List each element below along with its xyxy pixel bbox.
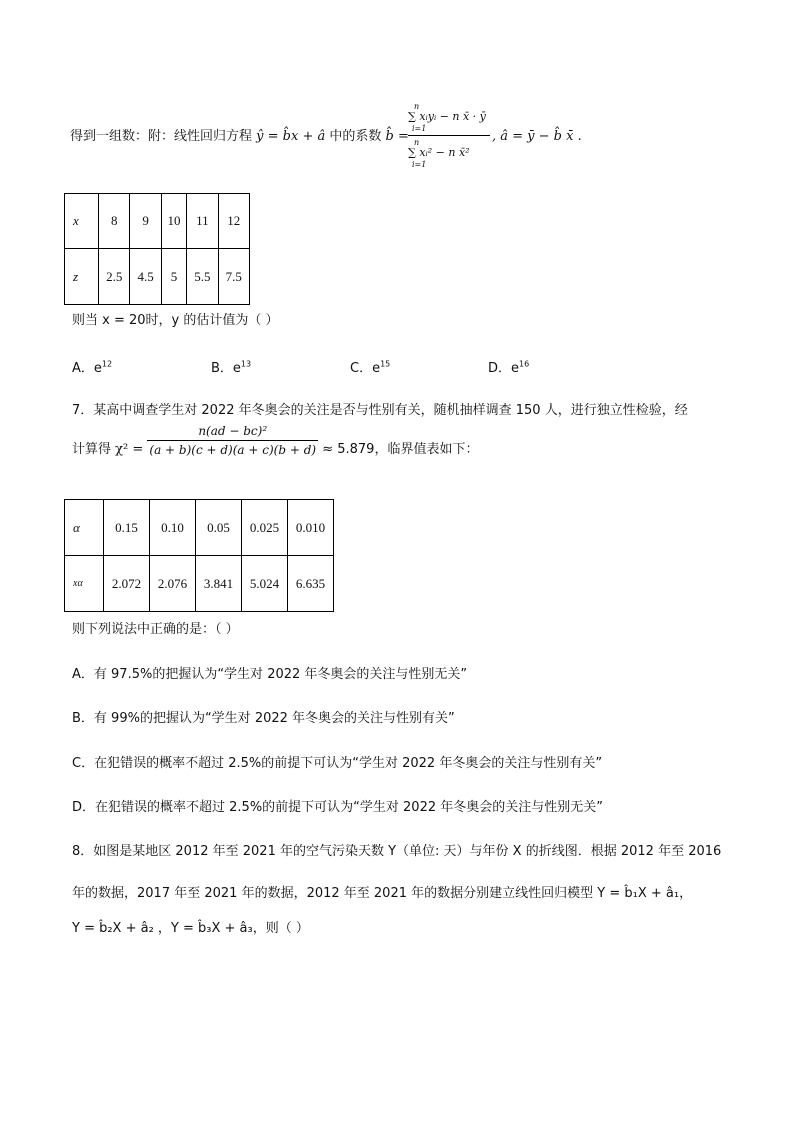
table-cell: 3.841	[196, 556, 242, 612]
q7-option-d[interactable]: D．在犯错误的概率不超过 2.5%的前提下可认为“学生对 2022 年冬奥会的关注与性别无关”	[72, 800, 603, 815]
option-label: D．e	[488, 361, 520, 376]
q6-formula-line	[70, 128, 409, 146]
q7-chi-fraction	[147, 422, 318, 459]
table-cell: 2.5	[99, 249, 130, 305]
q6-fraction-bar	[408, 135, 490, 136]
table-cell: 0.010	[288, 500, 334, 556]
q6-mid-text: 中的系数	[329, 129, 382, 144]
table-cell: 11	[187, 194, 218, 249]
option-exponent: 16	[519, 359, 530, 369]
q6-sum-bot-n: n	[414, 138, 420, 147]
option-exponent: 13	[240, 359, 252, 369]
q6-sum-bot-expr: ∑ xᵢ² − n x̄²	[408, 146, 470, 159]
q7-frac-denominator: (a + b)(c + d)(a + c)(b + d)	[149, 443, 317, 457]
option-exponent: 15	[380, 359, 391, 369]
table-cell: xα	[65, 556, 104, 612]
option-label: C．e	[350, 361, 381, 376]
q6-sum-top-n: n	[414, 102, 420, 111]
q7-question: 则下列说法中正确的是：（ ）	[72, 622, 239, 637]
q6-option-d[interactable]	[488, 357, 529, 376]
q8-line2: 年的数据，2017 年至 2021 年的数据，2012 年至 2021 年的数据分别建立线性回归模型 Y = b̂₁X + â₁，	[72, 886, 693, 901]
q6-data-table	[64, 193, 250, 305]
table-row	[65, 194, 250, 249]
q6-sum-top-expr: ∑ xᵢyᵢ − n x̄ · ȳ	[408, 110, 486, 123]
table-cell: 9	[130, 194, 161, 249]
q8-line1: 8．如图是某地区 2012 年至 2021 年的空气污染天数 Y（单位: 天）与年份 X 的折线图．根据 2012 年至 2016	[72, 844, 722, 859]
q7-calc-suffix: ≈ 5.879，临界值表如下：	[322, 442, 479, 457]
option-exponent: 12	[101, 359, 113, 369]
table-cell: 4.5	[130, 249, 161, 305]
q6-question: 则当 x = 20时，y 的估计值为（ ）	[72, 313, 279, 328]
table-cell: 7.5	[218, 249, 249, 305]
q6-regression-equation: ŷ = b̂x + â	[256, 129, 326, 144]
q7-frac-numerator: n(ad − bc)²	[147, 422, 318, 441]
table-row	[65, 249, 250, 305]
q7-critical-table	[64, 499, 334, 612]
table-cell: 10	[161, 194, 186, 249]
option-label: B．e	[211, 361, 241, 376]
table-cell: 0.025	[242, 500, 288, 556]
table-cell: 0.05	[196, 500, 242, 556]
q6-option-c[interactable]	[350, 357, 390, 376]
table-cell: 6.635	[288, 556, 334, 612]
table-row	[65, 500, 334, 556]
q6-intro-text: 得到一组数：附：线性回归方程	[70, 129, 253, 144]
q7-option-c[interactable]: C．在犯错误的概率不超过 2.5%的前提下可认为“学生对 2022 年冬奥会的关注与性别有关”	[72, 756, 603, 771]
q6-b-hat-label: b̂ =	[385, 129, 409, 144]
q6-sum-top-idx: i=1	[412, 124, 427, 133]
option-label: A．e	[72, 361, 102, 376]
q6-option-a[interactable]	[72, 357, 112, 376]
table-cell: 12	[218, 194, 249, 249]
table-cell: 8	[99, 194, 130, 249]
table-row	[65, 556, 334, 612]
table-cell: z	[65, 249, 99, 305]
table-cell: 2.076	[150, 556, 196, 612]
table-cell: α	[65, 500, 104, 556]
q7-option-b[interactable]: B．有 99%的把握认为“学生对 2022 年冬奥会的关注与性别有关”	[72, 711, 455, 726]
q7-line1: 7．某高中调查学生对 2022 年冬奥会的关注是否与性别有关，随机抽样调查 150 人，进行独立性检验，经	[72, 403, 688, 418]
q7-option-a[interactable]: A．有 97.5%的把握认为“学生对 2022 年冬奥会的关注与性别无关”	[72, 667, 468, 682]
q6-option-b[interactable]	[211, 357, 251, 376]
table-cell: 0.10	[150, 500, 196, 556]
q7-calc-prefix: 计算得 χ² =	[72, 442, 144, 457]
table-cell: 5	[161, 249, 186, 305]
q7-calc-line	[72, 424, 479, 459]
table-cell: 5.5	[187, 249, 218, 305]
table-cell: 2.072	[104, 556, 150, 612]
q6-sum-bot-idx: i=1	[412, 160, 427, 169]
q6-a-hat: , â = ȳ − b̂ x̄ .	[492, 129, 582, 144]
q8-line3: Y = b̂₂X + â₂ ，Y = b̂₃X + â₃，则（ ）	[72, 921, 309, 936]
table-cell: 5.024	[242, 556, 288, 612]
table-cell: x	[65, 194, 99, 249]
table-cell: 0.15	[104, 500, 150, 556]
